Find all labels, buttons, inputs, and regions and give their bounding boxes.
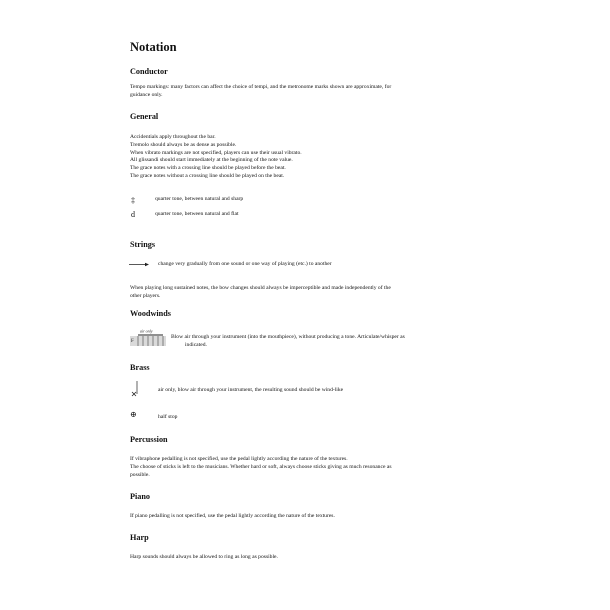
conductor-text — [130, 84, 391, 100]
text-line: The grace notes without a crossing line should be played on the beat. — [130, 172, 285, 179]
air-note-description: air only, blow air through your instrument, the resulting sound should be wind-like — [158, 387, 344, 393]
text-line: Blow air through your instrument (into the mouthpiece), without producing a tone. Articulate/whisper as — [171, 334, 405, 340]
quarter-sharp-icon: ‡ — [131, 196, 135, 205]
section-heading-percussion: Percussion — [130, 435, 168, 444]
strings-text — [130, 285, 391, 301]
text-line: Tremolo should always be as dense as possible. — [130, 141, 237, 148]
gradual-change-arrow-icon — [129, 262, 149, 267]
text-line: All glissandi should start immediately at the beginning of the note value. — [130, 157, 293, 164]
text-line: The choose of sticks is left to the musicians. Whether hard or soft, always choose sticks giving as much resonance as — [130, 463, 392, 470]
air-note-icon — [130, 380, 140, 398]
text-line: Tempo markings: many factors can affect the choice of tempi, and the metronome marks shown are approximate, for — [130, 84, 392, 90]
text-line: Accidentials apply throughout the bar. — [130, 134, 216, 140]
section-heading-harp: Harp — [130, 533, 149, 542]
gradual-change-description: change very gradually from one sound or one way of playing (etc.) to another — [158, 261, 332, 267]
text-line: When vibrato markings are not specified, players can use their usual vibrato. — [130, 149, 302, 156]
text-line: When playing long sustained notes, the bow changes should always be imperceptible and made independently of the — [130, 285, 391, 291]
text-line: The grace notes with a crossing line should be played before the beat. — [130, 165, 286, 172]
text-line: If piano pedalling is not specified, use the pedal lightly according the nature of the textures. — [130, 513, 335, 519]
text-line: possible. — [130, 471, 150, 478]
section-heading-woodwinds: Woodwinds — [130, 309, 171, 318]
text-line: indicated. — [185, 341, 207, 348]
quarter-flat-description: quarter tone, between natural and flat — [155, 211, 239, 217]
text-line: guidance only. — [130, 91, 163, 98]
general-text — [130, 134, 302, 181]
quarter-sharp-description: quarter tone, between natural and sharp — [155, 196, 244, 202]
svg-text:F: F — [131, 339, 134, 344]
section-heading-strings: Strings — [130, 240, 156, 249]
harp-text — [130, 554, 278, 562]
half-stop-description: half stop — [158, 414, 178, 420]
air-only-label: air only — [140, 328, 153, 334]
woodwinds-text — [171, 334, 405, 350]
half-stop-icon: ⊕ — [130, 410, 137, 419]
quarter-flat-icon: d — [131, 210, 135, 219]
percussion-text — [130, 456, 392, 479]
page-title: Notation — [130, 40, 177, 54]
section-heading-piano: Piano — [130, 492, 151, 501]
text-line: other players. — [130, 292, 161, 299]
text-line: If vibraphone pedalling is not specified, use the pedal lightly according the nature of the textures. — [130, 456, 348, 462]
section-heading-brass: Brass — [130, 363, 150, 372]
section-heading-conductor: Conductor — [130, 67, 168, 76]
section-heading-general: General — [130, 112, 159, 121]
text-line: Harp sounds should always be allowed to ring as long as possible. — [130, 554, 278, 560]
air-only-example-icon — [130, 328, 166, 350]
piano-text — [130, 513, 335, 521]
